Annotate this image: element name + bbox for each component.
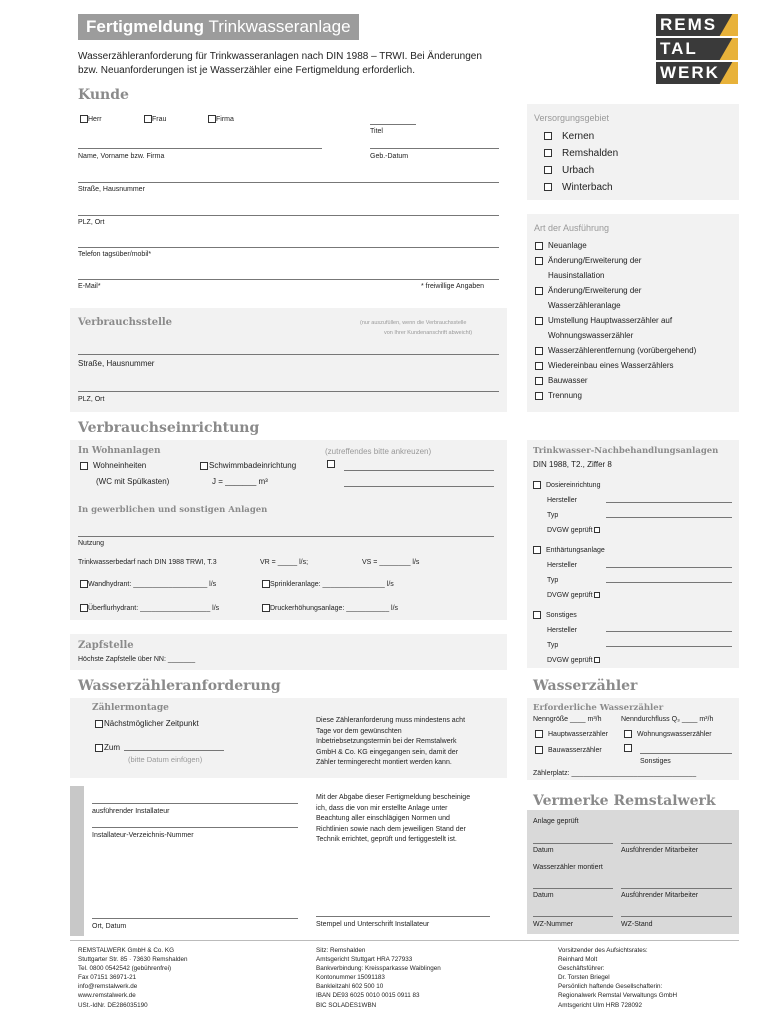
option-frau[interactable]: Frau <box>144 115 166 123</box>
footer-management: Vorsitzender des Aufsichtsrates: Reinhard Molt Geschäftsführer: Dr. Torsten Briegel Persönlich haftende Gesellschafterin: Regionalwerk Remstal Verwaltungs GmbH Amtsgericht Ulm HRB 728092 <box>558 947 677 1009</box>
label-strasse: Straße, Hausnummer <box>78 186 145 193</box>
section-wasserzaehler: Wasserzähler <box>533 678 638 694</box>
versorgung-list <box>544 128 618 196</box>
option-wohneinheiten[interactable]: Wohneinheiten <box>80 458 146 473</box>
label-titel: Titel <box>370 128 383 135</box>
option-herr[interactable]: Herr <box>80 115 102 123</box>
page-title: Fertigmeldung Trinkwasseranlage <box>78 14 359 40</box>
label-telefon: Telefon tagsüber/mobil* <box>78 251 152 258</box>
label-geb: Geb.-Datum <box>370 153 409 160</box>
label-email: E-Mail* <box>78 283 101 290</box>
label-name: Name, Vorname bzw. Firma <box>78 153 165 160</box>
section-versorgungsgebiet: Versorgungsgebiet <box>534 113 610 123</box>
option-firma[interactable]: Firma <box>208 115 234 123</box>
option-remshalden[interactable]: Remshalden <box>544 145 618 162</box>
section-verbrauchsstelle: Verbrauchsstelle <box>78 317 173 328</box>
option-schwimmbad[interactable]: Schwimmbadeinrichtung <box>200 458 296 473</box>
section-vermerke: Vermerke Remstalwerk <box>533 793 716 809</box>
intro-text: Wasserzähleranforderung für Trinkwasseranlagen nach DIN 1988 – TRWI. Bei Änderungen bzw. Neuanforderungen ist je Wasserzähler eine Fertigmeldung erforderlich. <box>78 51 482 76</box>
ausfuehrung-list: Neuanlage Änderung/Erweiterung der Hausinstallation Änderung/Erweiterung der Wasserzähleranlage Umstellung Hauptwasserzähler auf Wohnungswasserzähler Wasserzählerentfernung (vorübergehend) Wiedereinbau eines Wasserzählers Bauwasser Trennung <box>535 238 696 403</box>
section-anforderung: Wasserzähleranforderung <box>78 678 281 694</box>
section-verbrauchseinrichtung: Verbrauchseinrichtung <box>78 420 260 436</box>
label-freiwillig: * freiwillige Angaben <box>421 283 485 290</box>
option-kernen[interactable]: Kernen <box>544 128 618 145</box>
checkbox[interactable] <box>80 115 88 123</box>
option-urbach[interactable]: Urbach <box>544 162 618 179</box>
section-ausfuehrung: Art der Ausführung <box>534 223 610 233</box>
option-winterbach[interactable]: Winterbach <box>544 179 618 196</box>
remstalwerk-logo: REMS TAL WERK <box>656 14 738 86</box>
label-plz: PLZ, Ort <box>78 219 105 226</box>
checkbox[interactable] <box>144 115 152 123</box>
footer-company: REMSTALWERK GmbH & Co. KG Stuttgarter Str. 85 · 73630 Remshalden Tel. 0800 0542542 (gebührenfrei) Fax 07151 36971-21 info@remstalwerk.de www.remstalwerk.de USt.-IdNr. DE286035190 <box>78 947 188 1009</box>
checkbox[interactable] <box>208 115 216 123</box>
section-kunde: Kunde <box>78 87 129 103</box>
footer-legal: Sitz: Remshalden Amtsgericht Stuttgart HRA 727933 Bankverbindung: Kreissparkasse Waiblingen Kontonummer 15091183 Bankleitzahl 602 500 10 IBAN DE93 6025 0010 0015 0911 83 BIC SOLADES1WBN <box>316 947 441 1009</box>
nachbehandlung-groups: Dosiereinrichtung Hersteller Typ DVGW geprüft Enthärtungsanlage Hersteller Typ DVGW geprüft Sonstiges Hersteller Typ DVGW geprüft <box>533 477 733 668</box>
